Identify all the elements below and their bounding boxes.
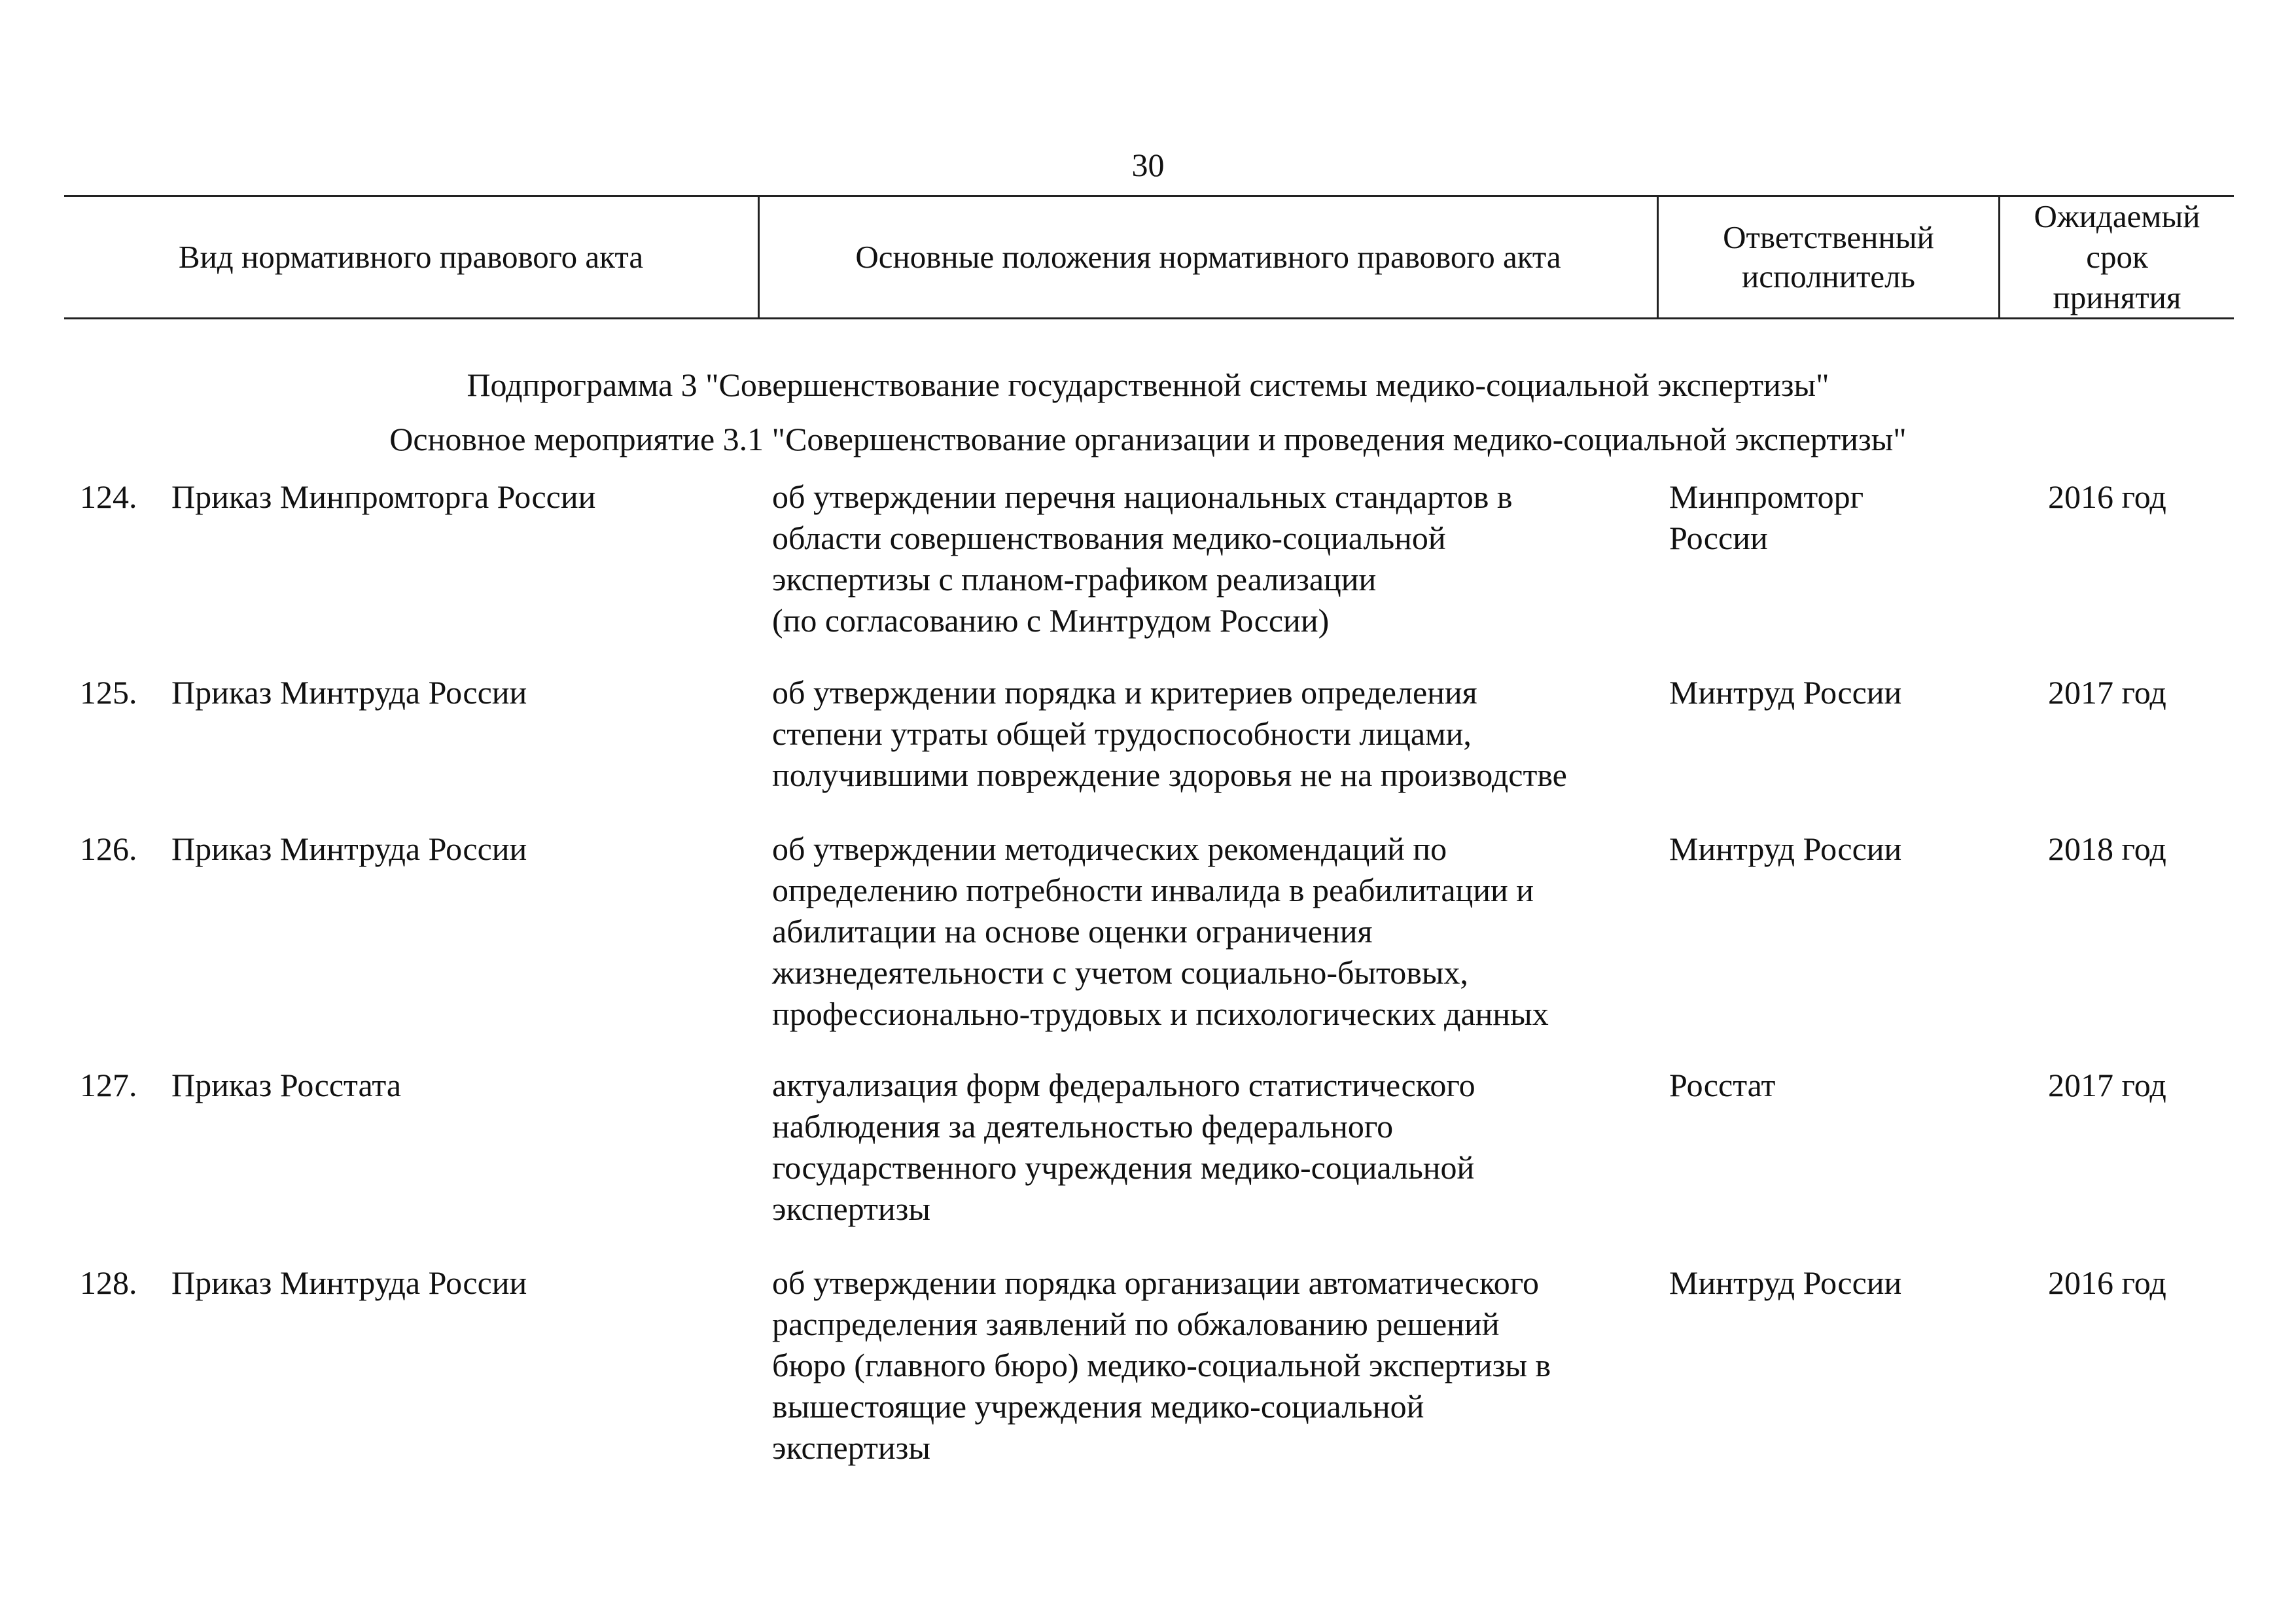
row-provisions: актуализация форм федерального статистического наблюдения за деятельностью федерального государственного учреждения медико-социальной экспертизы bbox=[772, 1067, 1475, 1227]
row-provisions: об утверждении перечня национальных стандартов в области совершенствования медико-социальной экспертизы с планом-графиком реализации (по согласованию с Минтрудом России) bbox=[772, 478, 1513, 639]
row-act-kind: Приказ Минпромторга России bbox=[171, 478, 596, 515]
row-responsible: Минтруд России bbox=[1669, 674, 1902, 711]
header-provisions bbox=[758, 197, 1657, 317]
header-provisions-label: Основные положения нормативного правового акта bbox=[855, 239, 1561, 275]
row-responsible: Росстат bbox=[1669, 1067, 1776, 1103]
header-term-label: Ожидаемый срок принятия bbox=[2034, 198, 2200, 315]
table-header bbox=[64, 195, 2234, 319]
row-term: 2016 год bbox=[2048, 1264, 2166, 1301]
row-act-kind: Приказ Минтруда России bbox=[171, 674, 527, 711]
header-responsible bbox=[1657, 197, 1998, 317]
row-number: 126. bbox=[80, 830, 137, 867]
row-number: 125. bbox=[80, 674, 137, 711]
row-number: 124. bbox=[80, 478, 137, 515]
row-term: 2017 год bbox=[2048, 674, 2166, 711]
row-provisions: об утверждении методических рекомендаций по определению потребности инвалида в реабилитации и абилитации на основе оценки ограничения жизнедеятельности с учетом социально-бытовых, профессионально-трудовых и психологических данных bbox=[772, 830, 1549, 1032]
row-act-kind: Приказ Минтруда России bbox=[171, 830, 527, 867]
header-responsible-label: Ответственный исполнитель bbox=[1723, 219, 1934, 294]
row-term: 2016 год bbox=[2048, 478, 2166, 515]
header-act-kind bbox=[64, 197, 758, 317]
row-act-kind: Приказ Росстата bbox=[171, 1067, 402, 1103]
row-responsible: Минпромторг России bbox=[1669, 478, 1864, 556]
main-activity-title: Основное мероприятие 3.1 "Совершенствование организации и проведения медико-социальной экспертизы" bbox=[389, 421, 1907, 457]
row-provisions: об утверждении порядка и критериев определения степени утраты общей трудоспособности лицами, получившими повреждение здоровья не на производстве bbox=[772, 674, 1567, 793]
page-number: 30 bbox=[1131, 147, 1165, 183]
row-term: 2018 год bbox=[2048, 830, 2166, 867]
row-act-kind: Приказ Минтруда России bbox=[171, 1264, 527, 1301]
row-responsible: Минтруд России bbox=[1669, 1264, 1902, 1301]
row-number: 127. bbox=[80, 1067, 137, 1103]
subprogram-title: Подпрограмма 3 "Совершенствование государственной системы медико-социальной экспертизы" bbox=[467, 366, 1829, 403]
row-term: 2017 год bbox=[2048, 1067, 2166, 1103]
row-responsible: Минтруд России bbox=[1669, 830, 1902, 867]
row-provisions: об утверждении порядка организации автоматического распределения заявлений по обжалованию решений бюро (главного бюро) медико-социальной экспертизы в вышестоящие учреждения медико-социальной экспертизы bbox=[772, 1264, 1551, 1466]
header-act-kind-label: Вид нормативного правового акта bbox=[178, 239, 644, 275]
row-number: 128. bbox=[80, 1264, 137, 1301]
header-term bbox=[1998, 197, 2234, 317]
